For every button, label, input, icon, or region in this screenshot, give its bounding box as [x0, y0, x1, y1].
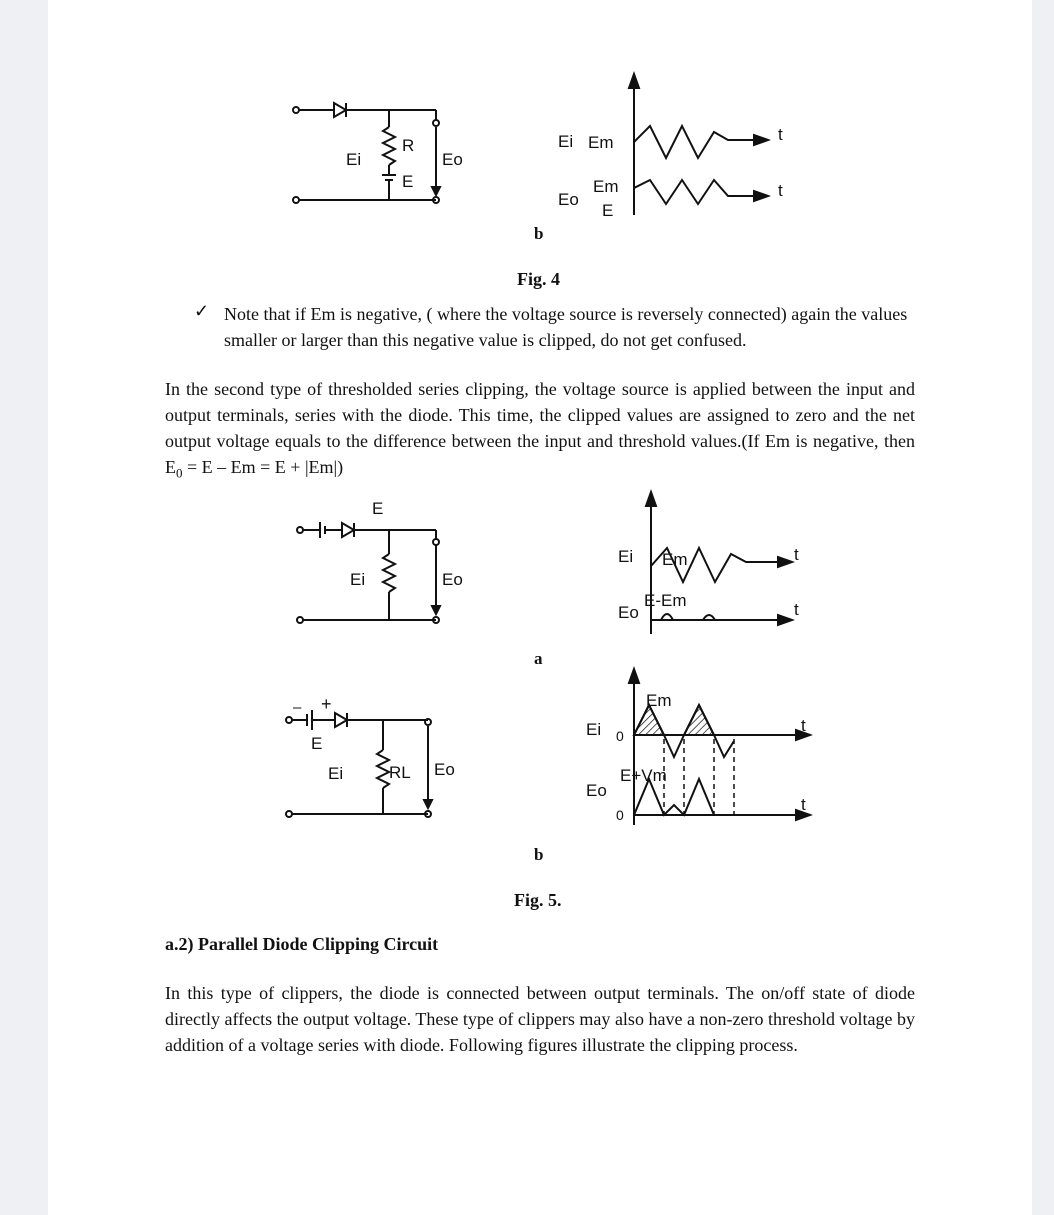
- fig4-circuit-r-label: R: [402, 136, 415, 155]
- fig5b-graph-eo-label: Eo: [586, 781, 607, 800]
- fig5b-graph-e-vm-label: E+Vm: [620, 766, 667, 785]
- fig5a-graph-t2-label: t: [794, 600, 799, 619]
- fig5b-circuit-plus-label: +: [321, 694, 332, 714]
- note-text: Note that if Em is negative, ( where the voltage source is reversely connected) again the values smaller or larger than this negative value is clipped, do not get confused.: [224, 304, 908, 350]
- fig5b-circuit-diagram: [273, 690, 488, 825]
- fig4-graph-em2-label: Em: [593, 177, 619, 196]
- fig5a-graph-eo-label: Eo: [618, 603, 639, 622]
- document-page: [48, 0, 1032, 1215]
- fig4-waveform-graph: [558, 70, 803, 220]
- formula-rest: = E – Em = E + |Em|): [182, 457, 344, 477]
- fig5a-circuit-e-label: E: [372, 499, 384, 518]
- fig5b-graph-em-label: Em: [646, 691, 672, 710]
- fig5a-graph-ei-label: Ei: [618, 547, 634, 566]
- fig5b-sub-label: b: [534, 845, 544, 864]
- fig5a-circuit-eo-label: Eo: [442, 570, 463, 589]
- fig4-graph-t2-label: t: [778, 181, 783, 200]
- fig5b-graph-zero1-label: 0: [616, 728, 624, 744]
- fig4-graph-eo-label: Eo: [558, 190, 579, 209]
- formula-subscript: 0: [176, 465, 183, 481]
- formula-e: E: [165, 457, 176, 477]
- fig5-caption: Fig. 5.: [514, 890, 562, 910]
- section-paragraph: In this type of clippers, the diode is connected between output terminals. The on/off state of diode directly affects the output voltage. These type of clippers may also have a non-zero threshold voltage by addition of a voltage series with diode. Following figures illustrate the clipping process.: [165, 983, 915, 1055]
- fig5b-circuit-ei-label: Ei: [328, 764, 344, 783]
- fig4-sub-label: b: [534, 224, 544, 243]
- fig4-graph-e-label: E: [602, 201, 614, 220]
- fig5a-circuit-ei-label: Ei: [350, 570, 366, 589]
- fig5b-circuit-rl-label: RL: [389, 763, 411, 782]
- paragraph-series-clipping-text: In the second type of thresholded series clipping, the voltage source is applied between the input and output terminals, series with the diode. This time, the clipped values are assigned to zero and the net output voltage equals to the difference between the input and threshold values.(If Em is negative, then: [165, 379, 915, 451]
- fig4-circuit-e-label: E: [402, 172, 414, 191]
- section-heading: a.2) Parallel Diode Clipping Circuit: [165, 934, 439, 954]
- fig5b-graph-zero2-label: 0: [616, 807, 624, 823]
- fig5a-circuit-diagram: [284, 490, 494, 630]
- paragraph-series-clipping: [165, 376, 915, 487]
- fig4-caption: Fig. 4: [517, 269, 560, 289]
- fig5b-graph-t1-label: t: [801, 716, 806, 735]
- fig5b-graph-t2-label: t: [801, 795, 806, 814]
- fig5a-graph-e-em-label: E-Em: [644, 591, 687, 610]
- fig5a-waveform-graph: [566, 488, 806, 638]
- fig4-graph-t1-label: t: [778, 125, 783, 144]
- fig5b-circuit-minus-label: –: [293, 699, 302, 716]
- fig4-circuit-ei-label: Ei: [346, 150, 362, 169]
- fig5b-graph-ei-label: Ei: [586, 720, 602, 739]
- fig4-circuit-diagram: [284, 95, 494, 215]
- fig5b-circuit-eo-label: Eo: [434, 760, 455, 779]
- fig5b-waveform-graph: [538, 665, 813, 830]
- fig5a-graph-t1-label: t: [794, 545, 799, 564]
- fig5a-sub-label: a: [534, 649, 543, 668]
- checkmark-icon: ✓: [194, 301, 210, 321]
- fig4-graph-ei-label: Ei: [558, 132, 574, 151]
- fig5b-circuit-e-label: E: [311, 734, 323, 753]
- fig4-circuit-eo-label: Eo: [442, 150, 463, 169]
- fig4-graph-em-label: Em: [588, 133, 614, 152]
- fig5a-graph-em-label: Em: [662, 550, 688, 569]
